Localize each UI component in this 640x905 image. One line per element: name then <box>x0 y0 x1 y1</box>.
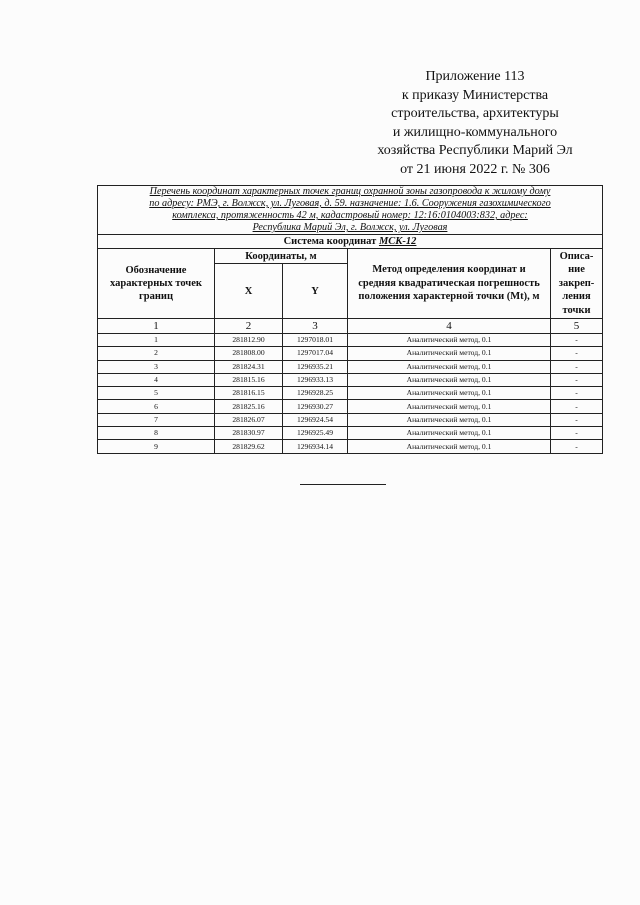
column-number: 3 <box>283 319 348 334</box>
cell-x: 281830.97 <box>215 427 283 440</box>
cell-y: 1296924.54 <box>283 413 348 426</box>
cell-point: 8 <box>98 427 215 440</box>
caption-line: по адресу: РМЭ, г. Волжск, ул. Луговая, д. 59. назначение: 1.6. Сооружения газохимического <box>149 198 551 209</box>
cell-description: - <box>551 360 603 373</box>
cell-point: 6 <box>98 400 215 413</box>
header-x: X <box>215 264 283 319</box>
cell-point: 2 <box>98 347 215 360</box>
coordinates-table <box>97 185 603 454</box>
cell-y: 1296928.25 <box>283 387 348 400</box>
table-caption <box>98 186 603 235</box>
table-row <box>98 440 603 453</box>
appendix-title: Приложение 113 <box>425 69 525 84</box>
cell-description: - <box>551 387 603 400</box>
cell-y: 1296935.21 <box>283 360 348 373</box>
cell-description: - <box>551 440 603 453</box>
cell-point: 5 <box>98 387 215 400</box>
appendix-ministry-line-2: и жилищно-коммунального <box>392 124 558 140</box>
cell-description: - <box>551 334 603 347</box>
cell-method: Аналитический метод, 0.1 <box>348 373 551 386</box>
cell-method: Аналитический метод, 0.1 <box>348 413 551 426</box>
cell-x: 281824.31 <box>215 360 283 373</box>
header-point: Обозначение характерных точек границ <box>98 249 215 319</box>
cell-y: 1296930.27 <box>283 400 348 413</box>
cell-method: Аналитический метод, 0.1 <box>348 387 551 400</box>
cell-x: 281826.07 <box>215 413 283 426</box>
cell-x: 281825.16 <box>215 400 283 413</box>
table-row <box>98 387 603 400</box>
column-number: 5 <box>551 319 603 334</box>
cell-description: - <box>551 347 603 360</box>
header-method: Метод определения координат и средняя квадратическая погрешность положения характерной точки (Mt), м <box>348 249 551 319</box>
table-row <box>98 334 603 347</box>
cell-method: Аналитический метод, 0.1 <box>348 440 551 453</box>
header-description: Описа-ние закреп-ления точки <box>551 249 603 319</box>
cell-method: Аналитический метод, 0.1 <box>348 347 551 360</box>
cell-x: 281815.16 <box>215 373 283 386</box>
cell-x: 281816.15 <box>215 387 283 400</box>
cell-method: Аналитический метод, 0.1 <box>348 427 551 440</box>
cell-point: 9 <box>98 440 215 453</box>
cell-point: 3 <box>98 360 215 373</box>
cell-description: - <box>551 413 603 426</box>
cell-description: - <box>551 427 603 440</box>
coordinate-system-row <box>98 235 603 249</box>
appendix-ministry-line-1: строительства, архитектуры <box>391 106 559 122</box>
cell-method: Аналитический метод, 0.1 <box>348 360 551 373</box>
header-coordinates: Координаты, м <box>215 249 348 264</box>
table-row <box>98 400 603 413</box>
caption-line: Перечень координат характерных точек границ охранной зоны газопровода к жилому дому <box>149 186 551 197</box>
caption-line: Республика Марий Эл, г. Волжск, ул. Луговая <box>252 222 448 233</box>
cell-x: 281829.62 <box>215 440 283 453</box>
cell-x: 281808.00 <box>215 347 283 360</box>
appendix-header <box>345 68 605 180</box>
appendix-order-line: к приказу Министерства <box>401 87 549 103</box>
column-number: 4 <box>348 319 551 334</box>
cell-point: 4 <box>98 373 215 386</box>
cell-y: 1296925.49 <box>283 427 348 440</box>
cell-y: 1297018.01 <box>283 334 348 347</box>
cell-x: 281812.90 <box>215 334 283 347</box>
table-row <box>98 373 603 386</box>
cell-description: - <box>551 373 603 386</box>
coordinate-system-value: МСК-12 <box>378 236 417 247</box>
cell-point: 7 <box>98 413 215 426</box>
table-row <box>98 347 603 360</box>
caption-line: комплекса, протяженность 42 м, кадастровый номер: 12:16:0104003:832, адрес: <box>172 210 528 221</box>
column-number-row <box>98 319 603 334</box>
appendix-date-line: от 21 июня 2022 г. № 306 <box>400 161 550 177</box>
cell-description: - <box>551 400 603 413</box>
table-row <box>98 427 603 440</box>
table-row <box>98 413 603 426</box>
column-number: 2 <box>215 319 283 334</box>
closing-rule-line <box>300 484 386 485</box>
cell-y: 1297017.04 <box>283 347 348 360</box>
table-row <box>98 360 603 373</box>
appendix-ministry-line-3: хозяйства Республики Марий Эл <box>377 143 573 159</box>
cell-point: 1 <box>98 334 215 347</box>
cell-y: 1296934.14 <box>283 440 348 453</box>
cell-y: 1296933.13 <box>283 373 348 386</box>
column-number: 1 <box>98 319 215 334</box>
cell-method: Аналитический метод, 0.1 <box>348 334 551 347</box>
coordinate-system-label: Система координат <box>283 236 377 247</box>
cell-method: Аналитический метод, 0.1 <box>348 400 551 413</box>
header-y: Y <box>283 264 348 319</box>
